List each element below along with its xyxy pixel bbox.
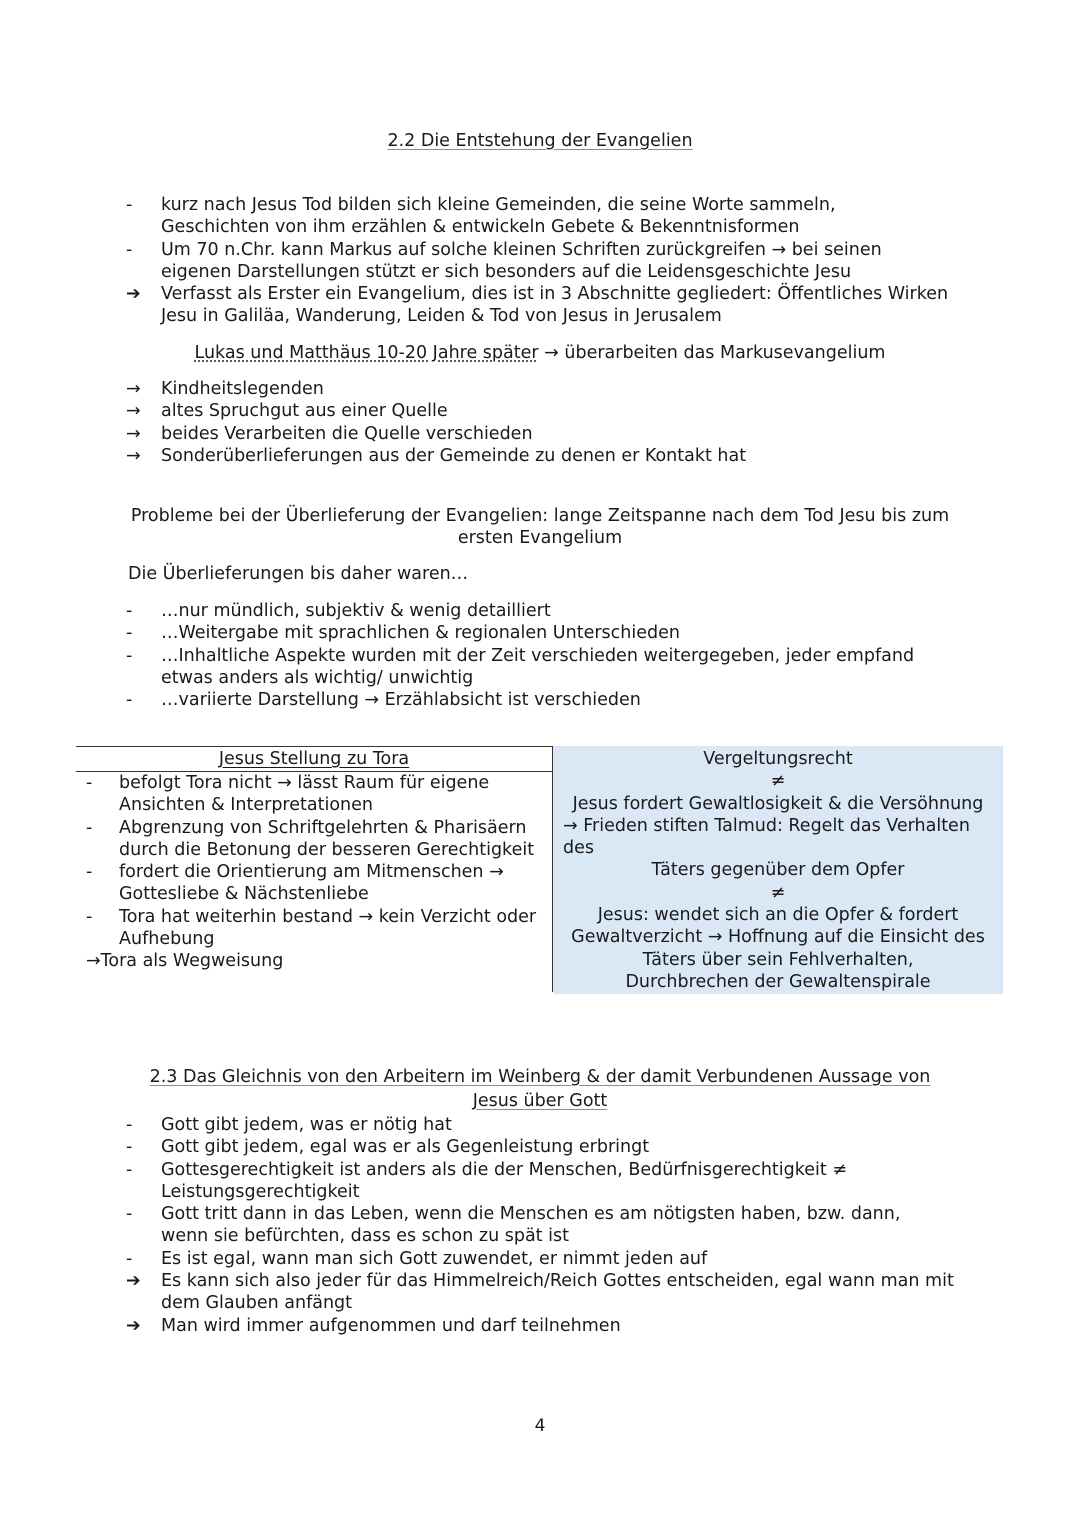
list-item — [0, 1270, 954, 1315]
list-item-text: Es kann sich also jeder für das Himmelreich/Reich Gottes entscheiden, egal wann man mit — [161, 1271, 954, 1292]
vergeltung-line: Gewaltverzicht → Hoffnung auf die Einsicht des — [571, 927, 985, 948]
list-item — [76, 861, 536, 906]
bullet-marker: - — [86, 817, 93, 838]
bullet-marker: - — [126, 1137, 133, 1158]
tora-conclusion: →Tora als Wegweisung — [86, 951, 284, 971]
list-item-text: etwas anders als wichtig/ unwichtig — [161, 667, 474, 688]
vergeltung-line: Jesus fordert Gewaltlosigkeit & die Versöhnung — [572, 793, 984, 814]
comparison-table — [76, 746, 1003, 992]
list-item — [0, 1136, 954, 1158]
arrow-marker: → — [126, 423, 141, 444]
vergeltung-line: ≠ — [770, 882, 786, 903]
bullet-marker: - — [126, 195, 133, 215]
list-item-text: Es ist egal, wann man sich Gott zuwendet, er nimmt jeden auf — [161, 1248, 708, 1269]
vergeltung-line: Täters über sein Fehlverhalten, — [642, 949, 914, 970]
source-arrow-list — [0, 378, 746, 467]
list-item-text: Jesu in Galiläa, Wanderung, Leiden & Tod von Jesus in Jerusalem — [161, 306, 722, 327]
bullet-marker: - — [126, 690, 133, 711]
list-item-text: befolgt Tora nicht → lässt Raum für eigene — [119, 773, 490, 793]
tora-list — [76, 772, 536, 950]
list-item-text: Aufhebung — [119, 929, 215, 950]
list-item-text: Gott gibt jedem, egal was er als Gegenleistung erbringt — [161, 1137, 650, 1158]
bullet-marker: - — [86, 773, 93, 793]
bullet-marker: - — [126, 1248, 133, 1269]
list-item-text: Abgrenzung von Schriftgelehrten & Pharisäern — [119, 817, 527, 838]
list-item-text: …variierte Darstellung → Erzählabsicht ist verschieden — [161, 690, 641, 711]
parable-bullet-list — [0, 1114, 954, 1337]
list-item — [0, 1203, 954, 1248]
list-item-text: beides Verarbeiten die Quelle verschieden — [161, 423, 533, 444]
list-item-text: kurz nach Jesus Tod bilden sich kleine Gemeinden, die seine Worte sammeln, — [161, 195, 836, 215]
list-item — [0, 400, 746, 422]
bullet-marker: - — [126, 1204, 133, 1225]
list-item — [0, 239, 948, 284]
bullet-marker: - — [126, 645, 133, 666]
tradition-traits-list — [0, 600, 914, 711]
list-item — [0, 689, 914, 711]
list-item-text: Gott gibt jedem, was er nötig hat — [161, 1115, 452, 1135]
lukas-matthaeus-line — [0, 342, 1080, 364]
list-item — [0, 1114, 954, 1136]
list-item-text: Geschichten von ihm erzählen & entwickeln Gebete & Bekenntnisformen — [161, 217, 800, 238]
list-item-text: fordert die Orientierung am Mitmenschen → — [119, 862, 504, 883]
section-heading-2-2: 2.2 Die Entstehung der Evangelien — [387, 131, 693, 151]
list-item-text: Gottesliebe & Nächstenliebe — [119, 884, 369, 905]
list-item-text: eigenen Darstellungen stützt er sich besonders auf die Leidensgeschichte Jesu — [161, 261, 852, 282]
list-item — [0, 622, 914, 644]
vergeltung-line: Täters gegenüber dem Opfer — [651, 860, 905, 881]
bullet-marker: ➔ — [126, 284, 141, 305]
list-item — [0, 194, 948, 239]
page-number: 4 — [534, 1416, 546, 1436]
bullet-marker: - — [126, 623, 133, 644]
lukas-matthaeus-rest: → überarbeiten das Markusevangelium — [538, 343, 886, 363]
bullet-marker: - — [86, 862, 93, 883]
list-item-text: …Weitergabe mit sprachlichen & regionalen Unterschieden — [161, 623, 680, 644]
list-item-text: Gottesgerechtigkeit ist anders als die der Menschen, Bedürfnisgerechtigkeit ≠ — [161, 1159, 847, 1180]
bullet-marker: ➔ — [126, 1315, 141, 1336]
list-item — [0, 645, 914, 690]
list-item-text: Ansichten & Interpretationen — [119, 795, 373, 816]
vergeltung-line: → Frieden stiften Talmud: Regelt das Verhalten — [563, 815, 970, 836]
list-item — [0, 445, 746, 467]
bullet-marker: - — [126, 239, 133, 260]
vergeltung-line: Durchbrechen der Gewaltenspirale — [625, 971, 931, 992]
section-heading-2-3: 2.3 Das Gleichnis von den Arbeitern im Weinberg & der damit Verbundenen Aussage von Jesus über Gott — [149, 1067, 931, 1111]
arrow-marker: → — [126, 401, 141, 422]
problems-line-1: Probleme bei der Überlieferung der Evangelien: lange Zeitspanne nach dem Tod Jesu bis zum — [130, 506, 950, 526]
bullet-marker: ➔ — [126, 1271, 141, 1292]
list-item — [0, 1315, 954, 1337]
list-item-text: Man wird immer aufgenommen und darf teilnehmen — [161, 1315, 621, 1336]
list-item — [76, 817, 536, 862]
problems-paragraph — [0, 505, 1080, 550]
list-item — [76, 906, 536, 951]
tora-column-header: Jesus Stellung zu Tora — [76, 746, 552, 772]
list-item — [0, 378, 746, 400]
vergeltung-line: Vergeltungsrecht — [703, 749, 853, 769]
vergeltung-line: Jesus: wendet sich an die Opfer & fordert — [597, 905, 959, 926]
list-item — [0, 283, 948, 328]
list-item-text: wenn sie befürchten, dass es schon zu spät ist — [161, 1226, 569, 1247]
vergeltung-line: des — [563, 838, 594, 859]
arrow-marker: → — [126, 445, 141, 466]
list-item-text: Leistungsgerechtigkeit — [161, 1181, 360, 1202]
list-item-text: durch die Betonung der besseren Gerechtigkeit — [119, 839, 535, 860]
list-item-text: …nur mündlich, subjektiv & wenig detailliert — [161, 601, 551, 621]
bullet-marker: - — [126, 601, 133, 621]
list-item-text: Kindheitslegenden — [161, 379, 324, 399]
bullet-marker: - — [126, 1159, 133, 1180]
list-item — [0, 423, 746, 445]
arrow-marker: → — [126, 379, 141, 399]
list-item-text: dem Glauben anfängt — [161, 1293, 353, 1314]
list-item-text: altes Spruchgut aus einer Quelle — [161, 401, 448, 422]
problems-line-2: ersten Evangelium — [457, 528, 623, 549]
list-item — [0, 600, 914, 622]
vergeltung-line: ≠ — [770, 771, 786, 792]
list-item-text: …Inhaltliche Aspekte wurden mit der Zeit verschieden weitergegeben, jeder empfand — [161, 645, 915, 666]
list-item-text: Gott tritt dann in das Leben, wenn die Menschen es am nötigsten haben, bzw. dann, — [161, 1204, 901, 1225]
list-item — [0, 1159, 954, 1204]
list-item — [0, 1248, 954, 1270]
tradition-intro: Die Überlieferungen bis daher waren… — [128, 564, 469, 584]
bullet-marker: - — [126, 1115, 133, 1135]
bullet-marker: - — [86, 906, 93, 927]
list-item-text: Tora hat weiterhin bestand → kein Verzicht oder — [119, 906, 537, 927]
lukas-matthaeus-underlined: Lukas und Matthäus 10-20 Jahre später — [194, 343, 539, 363]
vergeltung-column — [553, 746, 1003, 994]
list-item-text: Um 70 n.Chr. kann Markus auf solche kleinen Schriften zurückgreifen → bei seinen — [161, 239, 882, 260]
tora-column — [76, 746, 553, 992]
list-item — [76, 772, 536, 817]
list-item-text: Sonderüberlieferungen aus der Gemeinde zu denen er Kontakt hat — [161, 445, 747, 466]
origin-bullet-list — [0, 194, 948, 328]
list-item-text: Verfasst als Erster ein Evangelium, dies ist in 3 Abschnitte gegliedert: Öffentliches Wirken — [161, 284, 949, 305]
